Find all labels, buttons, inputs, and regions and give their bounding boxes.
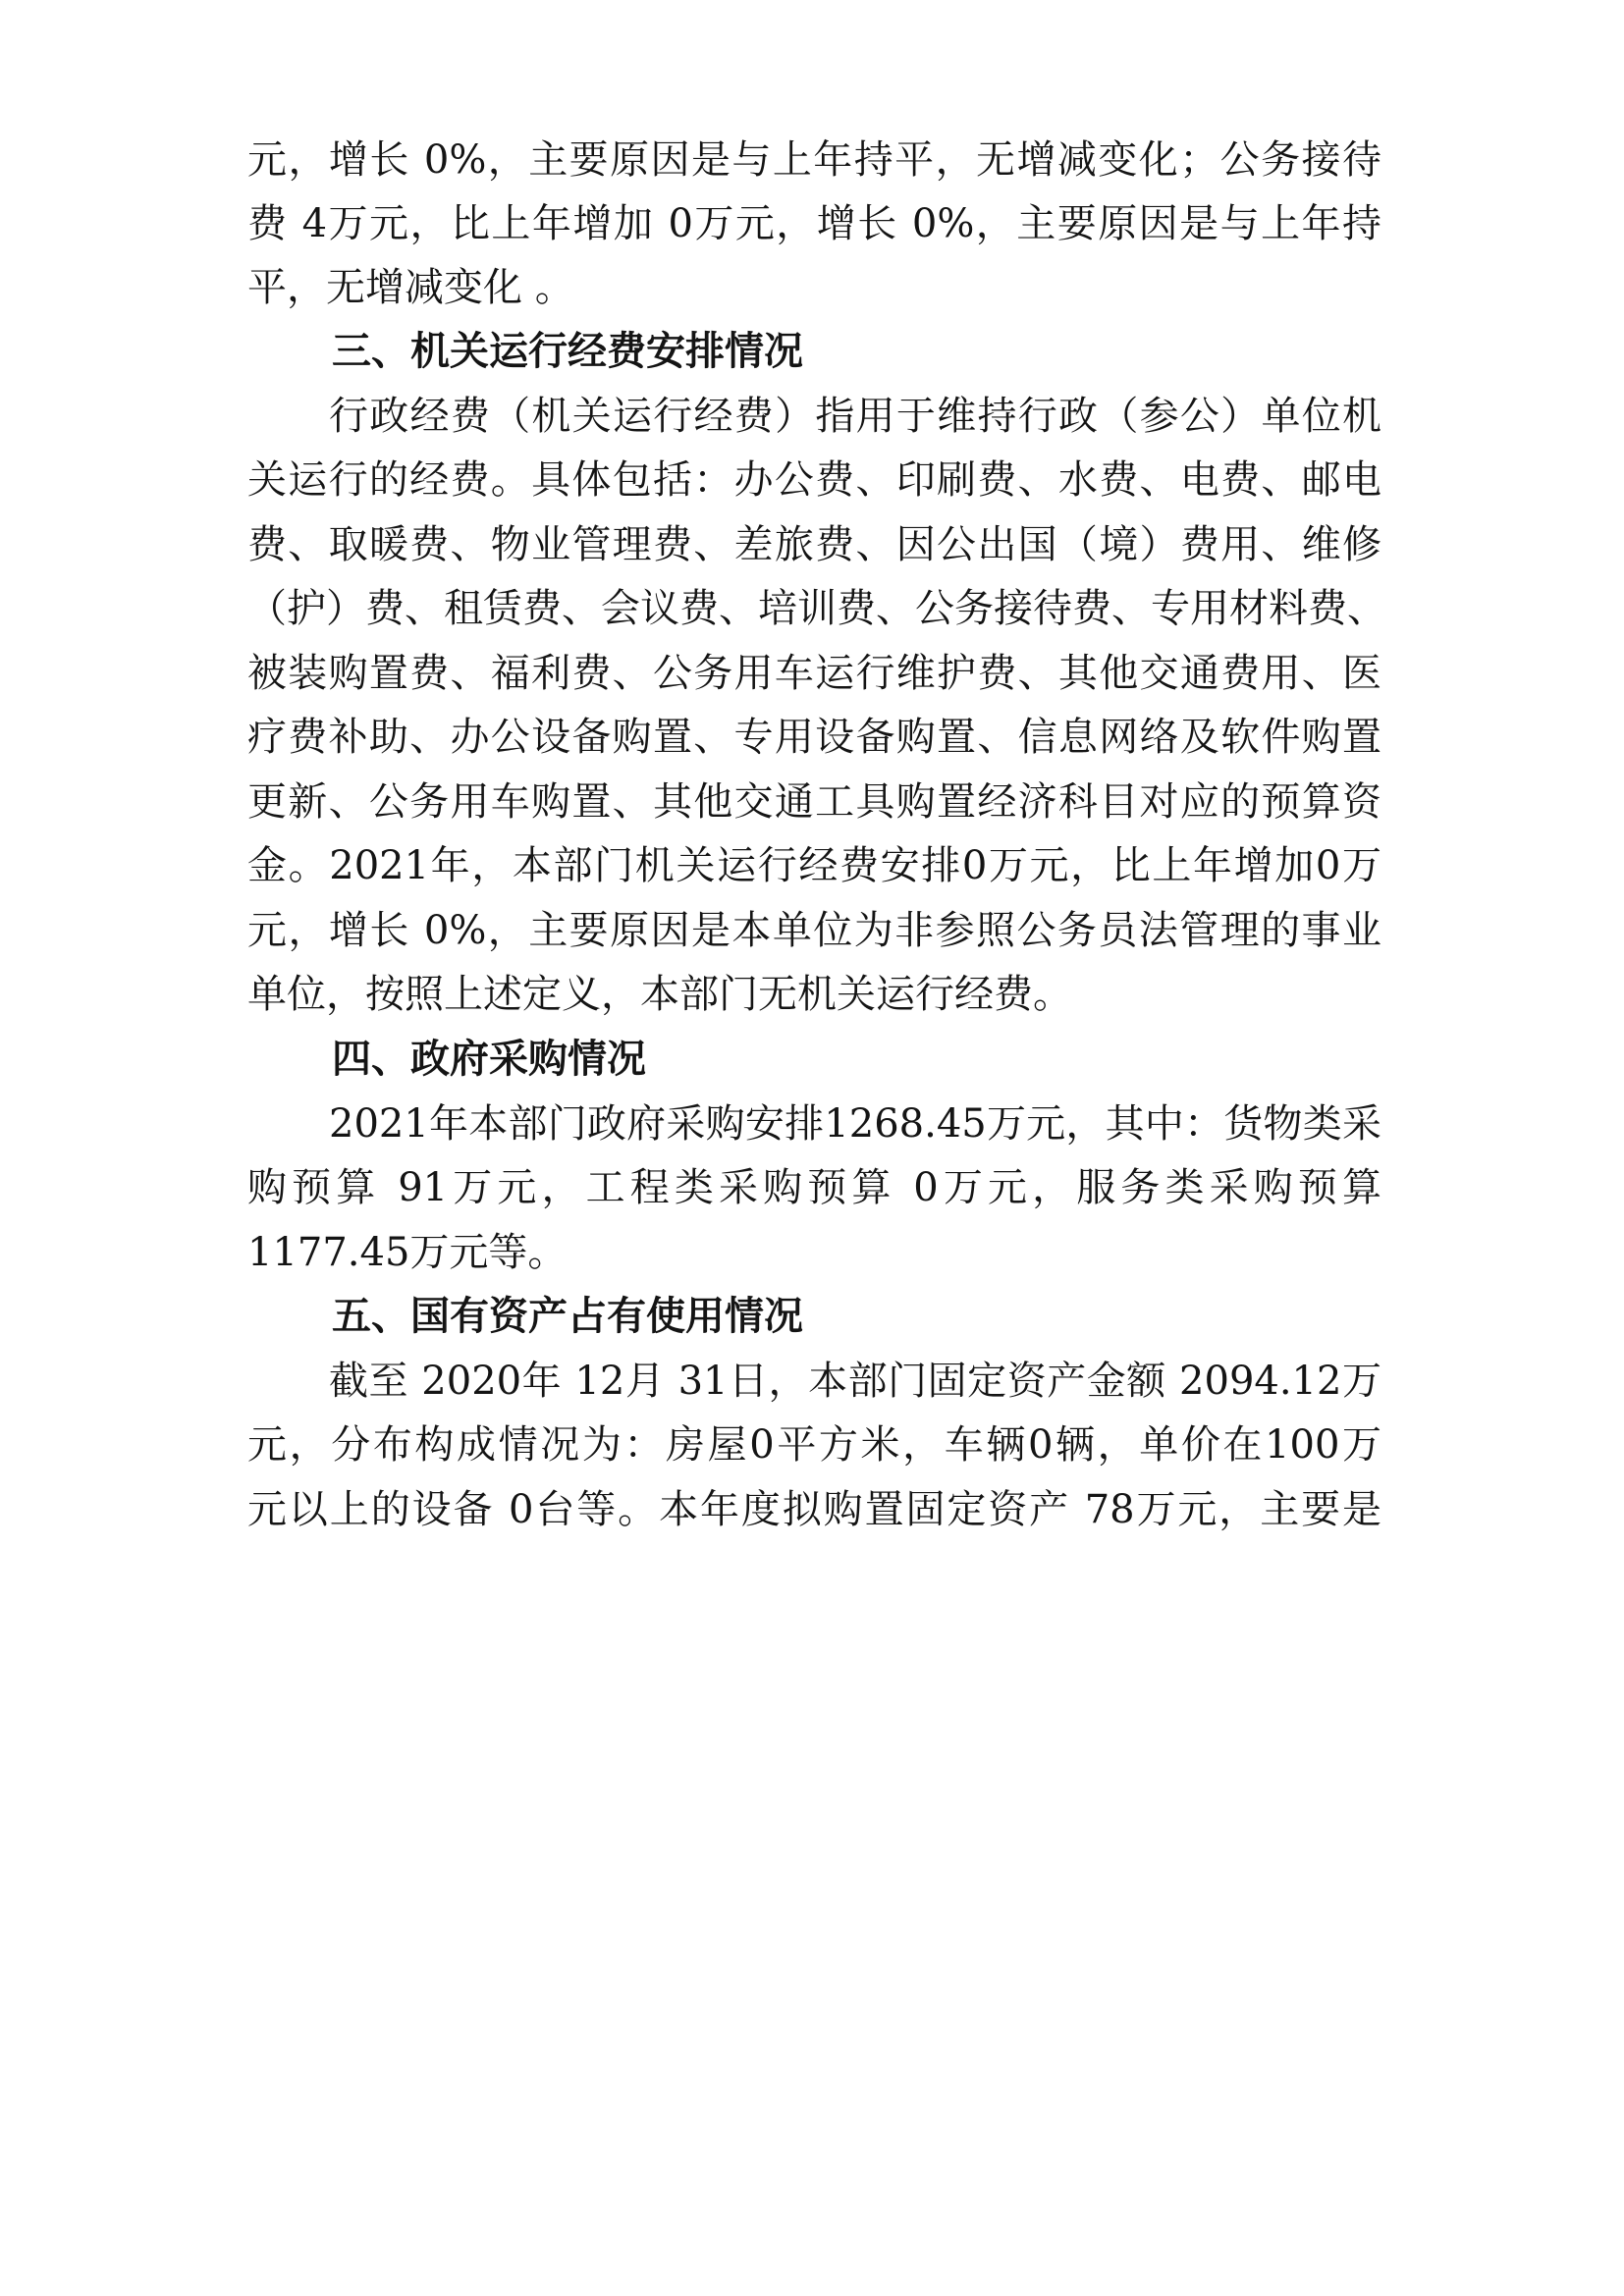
paragraph-line: 元，增长 0%，主要原因是本单位为非参照公务员法管理的事业 <box>247 908 1381 953</box>
paragraph-line: 疗费补助、办公设备购置、专用设备购置、信息网络及软件购置 <box>247 715 1381 760</box>
paragraph-line: 单位，按照上述定义，本部门无机关运行经费。 <box>247 972 1072 1017</box>
paragraph-line: 费 4万元，比上年增加 0万元，增长 0%，主要原因是与上年持 <box>247 201 1381 246</box>
paragraph-line: 费、取暖费、物业管理费、差旅费、因公出国（境）费用、维修 <box>247 522 1381 567</box>
paragraph-line: （护）费、租赁费、会议费、培训费、公务接待费、专用材料费、 <box>247 586 1386 631</box>
section-heading: 四、政府采购情况 <box>332 1037 646 1082</box>
paragraph-line: 被装购置费、福利费、公务用车运行维护费、其他交通费用、医 <box>247 651 1381 696</box>
section-heading: 五、国有资产占有使用情况 <box>332 1294 803 1339</box>
paragraph-line: 2021年本部门政府采购安排1268.45万元，其中：货物类采 <box>329 1101 1381 1147</box>
paragraph-line: 元以上的设备 0台等。本年度拟购置固定资产 78万元，主要是 <box>247 1487 1381 1532</box>
paragraph-line: 元，分布构成情况为：房屋0平方米，车辆0辆，单价在100万 <box>247 1422 1381 1468</box>
paragraph-line: 截至 2020年 12月 31日，本部门固定资产金额 2094.12万 <box>329 1359 1381 1404</box>
paragraph-line: 行政经费（机关运行经费）指用于维持行政（参公）单位机 <box>329 394 1381 439</box>
paragraph-line: 关运行的经费。具体包括：办公费、印刷费、水费、电费、邮电 <box>247 457 1381 503</box>
paragraph-line: 1177.45万元等。 <box>247 1230 568 1275</box>
paragraph-line: 更新、公务用车购置、其他交通工具购置经济科目对应的预算资 <box>247 779 1381 825</box>
paragraph-line: 购预算 91万元，工程类采购预算 0万元，服务类采购预算 <box>247 1165 1381 1210</box>
section-heading: 三、机关运行经费安排情况 <box>332 329 803 374</box>
paragraph-line: 平，无增减变化 。 <box>247 265 574 310</box>
paragraph-line: 金。2021年，本部门机关运行经费安排0万元，比上年增加0万 <box>247 843 1381 888</box>
paragraph-line: 元，增长 0%，主要原因是与上年持平，无增减变化；公务接待 <box>247 137 1381 183</box>
